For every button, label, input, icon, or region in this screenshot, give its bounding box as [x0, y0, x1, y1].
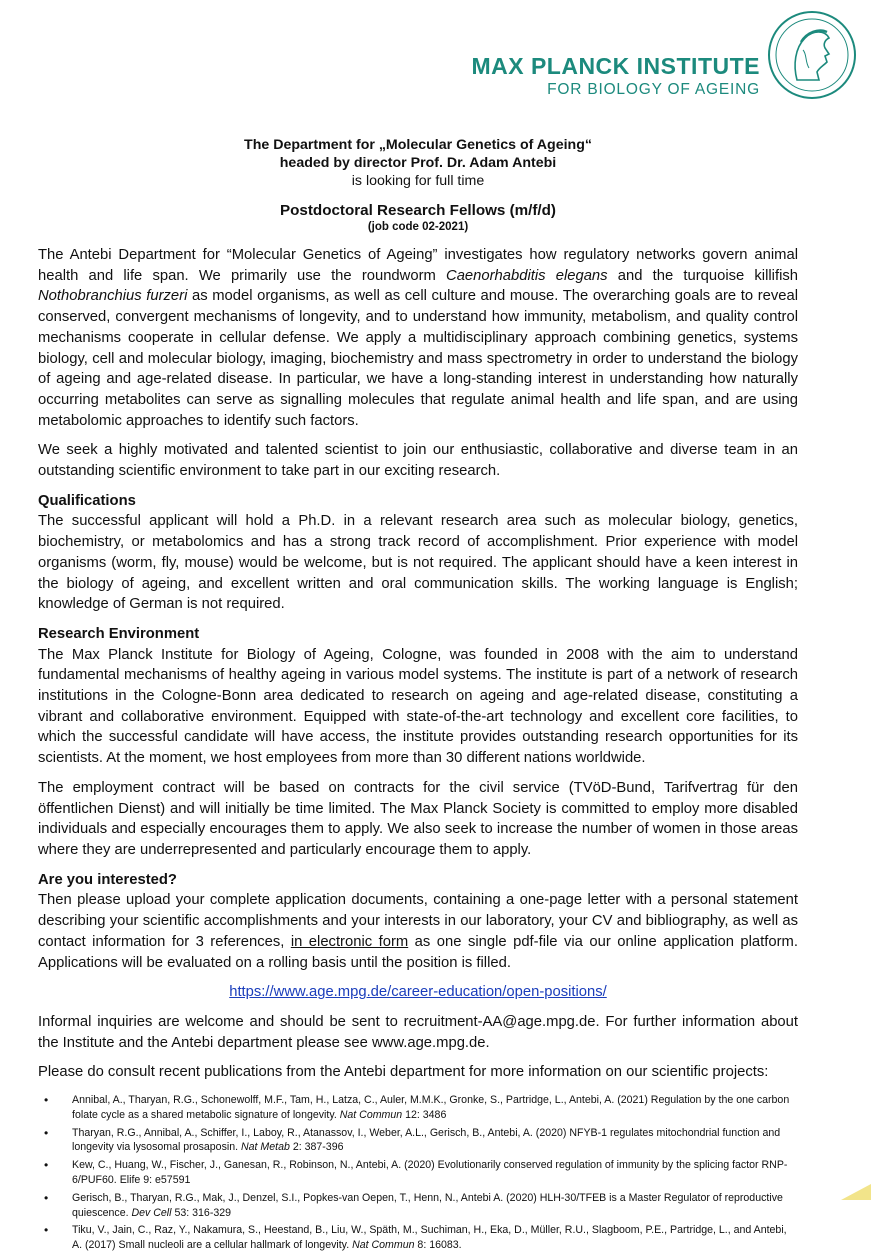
publications-intro: Please do consult recent publications from the Antebi department for more information on our scientific projects:: [38, 1064, 769, 1081]
qualifications-text: The successful applicant will hold a Ph.D. in a relevant research area such as molecular biology, genetics, biochemistry, or metabolomics and has a strong track record of accomplishment. Prior experience with model organisms (worm, fly, mouse) would be welcome, but is not required. The applicant should have a keen interest in the biology of ageing, and excellent written and oral communication skills. The working language is English; knowledge of German is not required.: [38, 513, 798, 613]
page-header: [0, 0, 871, 110]
seeking-paragraph: We seek a highly motivated and talented scientist to join our enthusiastic, collaborative and diverse team in an outstanding scientific environment to take part in our exciting research.: [38, 442, 798, 480]
publication-item: • Gerisch, B., Tharyan, R.G., Mak, J., Denzel, S.I., Popkes-van Oepen, T., Henn, N., Antebi A. (2020) HLH-30/TFEB is a Master Regulator of reproductive quiescence. Dev Cell 53: 316-329: [72, 1191, 798, 1220]
page-corner-decoration: [781, 1176, 871, 1200]
institute-subtitle: FOR BIOLOGY OF AGEING: [547, 81, 760, 98]
interested-heading: Are you interested?: [38, 871, 177, 888]
publication-item: • Tharyan, R.G., Annibal, A., Schiffer, I., Laboy, R., Atanassov, I., Weber, A.L., Gerisch, B., Antebi, A. (2020) NFYB-1 regulates mitochondrial function and longevity via lysosomal prosaposin. Nat Metab 2: 387-396: [72, 1126, 798, 1155]
department-description: The Antebi Department for “Molecular Genetics of Ageing” investigates how regulatory networks govern animal health and life span. We primarily use the roundworm Caenorhabditis elegans and the turquoise killifish Nothobranchius furzeri as model organisms, as well as cell culture and mouse. The overarching goals are to reveal conserved, convergent mechanisms of longevity, and to understand how immunity, metabolism, and quality control mechanisms cooperate in cellular defense. We apply a multidisciplinary approach combining genetics, systems biology, cell and molecular biology, imaging, biochemistry and mass spectrometry in order to understand the biology of ageing and age-related disease. In particular, we have a long-standing interest in understanding how naturally occurring metabolites can serve as signalling molecules that regulate animal health and life span, and are using metabolomic approaches to identify such factors.: [38, 247, 798, 429]
electronic-form-link[interactable]: in electronic form: [290, 933, 409, 950]
qualifications-heading: Qualifications: [38, 492, 136, 509]
publication-item: • Kew, C., Huang, W., Fischer, J., Ganesan, R., Robinson, N., Antebi, A. (2020) Evolutionarily conserved regulation of immunity by the splicing factor RNP-6/PUF60. Elife 9: e57591: [72, 1158, 798, 1187]
job-code: (job code 02-2021): [367, 221, 469, 233]
minerva-seal-icon: [767, 10, 857, 100]
department-line: The Department for „Molecular Genetics of Ageing“: [244, 137, 592, 153]
job-posting: [38, 136, 798, 1256]
application-instructions: Then please upload your complete application documents, containing a one-page letter with a personal statement describing your scientific accomplishments and your interests in our laboratory, your CV and bibliography, as well as contact information for 3 references, in electronic form as one single pdf-file via our online application platform. Applications will be evaluated on a rolling basis until the position is filled.: [38, 892, 798, 971]
publication-item: • Annibal, A., Tharyan, R.G., Schonewolff, M.F., Tam, H., Latza, C., Auler, M.M.K., Gronke, S., Partridge, L., Antebi, A. (2021) Regulation by the one carbon folate cycle as a shared metabolic signature of longevity. Nat Commun 12: 3486: [72, 1093, 798, 1122]
research-environment-heading: Research Environment: [38, 625, 200, 642]
publication-item: • Tiku, V., Jain, C., Raz, Y., Nakamura, S., Heestand, B., Liu, W., Späth, M., Suchiman, H., Eka, D., Müller, R.U., Slagboom, P.E., Partridge, L., and Antebi, A. (2017) Small nucleoli are a cellular hallmark of longevity. Nat Commun 8: 16083.: [72, 1223, 798, 1252]
institute-name: MAX PLANCK INSTITUTE: [471, 53, 760, 79]
director-line: headed by director Prof. Dr. Adam Antebi: [279, 155, 557, 171]
looking-line: is looking for full time: [351, 173, 485, 189]
open-positions-link[interactable]: https://www.age.mpg.de/career-education/open-positions/: [229, 984, 607, 1001]
institute-logo-text: [471, 55, 760, 98]
inquiries-paragraph: Informal inquiries are welcome and should be sent to recruitment-AA@age.mpg.de. For further information about the Institute and the Antebi department please see www.age.mpg.de.: [38, 1013, 798, 1051]
contract-paragraph: The employment contract will be based on contracts for the civil service (TVöD-Bund, Tarifvertrag für den öffentlichen Dienst) and will initially be time limited. The Max Planck Society is committed to employ more disabled individuals and especially encourages them to apply. We also seek to increase the number of women in those areas where they are underrepresented and particularly encourage them to apply.: [38, 779, 798, 858]
research-environment-text: The Max Planck Institute for Biology of Ageing, Cologne, was founded in 2008 with the aim to understand fundamental mechanisms of healthy ageing in various model systems. The institute is part of a network of research institutions in the Cologne-Bonn area dedicated to research on ageing and age-related disease, constituting a vibrant and collaborative environment. Equipped with state-of-the-art technology and excellent core facilities, to which the successful candidate will have access, the institute provides outstanding research opportunities for its scientists. At the moment, we host employees from more than 30 different nations worldwide.: [38, 646, 798, 767]
job-title: Postdoctoral Research Fellows (m/f/d): [280, 202, 556, 219]
publication-list: [38, 1093, 798, 1253]
